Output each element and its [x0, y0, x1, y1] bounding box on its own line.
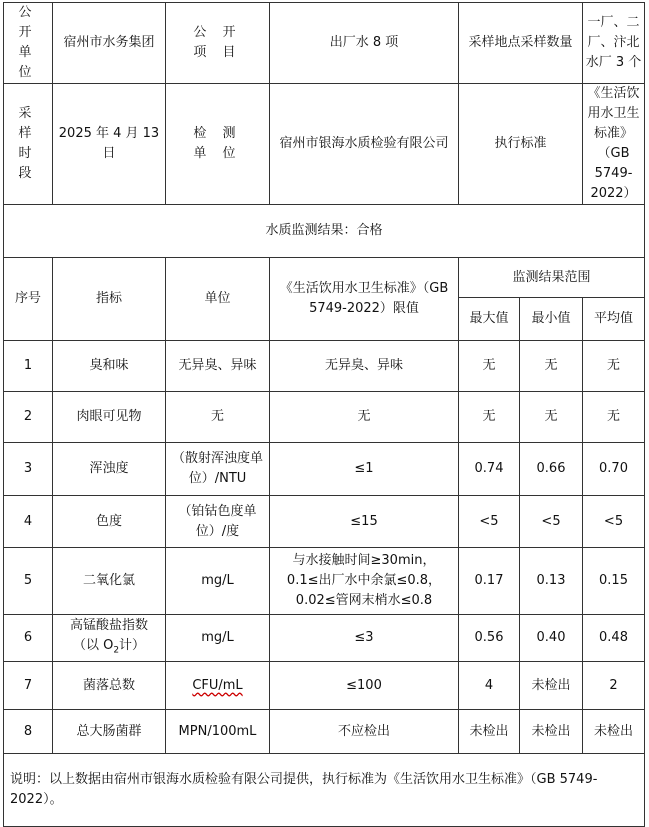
row-index: 2: [4, 392, 53, 443]
header-row-2: [4, 84, 645, 205]
label-disclosure-unit: 公 开 单 位: [4, 3, 53, 84]
row-indicator: 肉眼可见物: [53, 392, 166, 443]
table-row: [4, 341, 645, 392]
row-min: <5: [520, 496, 583, 548]
row-limit-line: 与水接触时间≥30min，: [292, 553, 436, 568]
row-limit: ≤100: [270, 662, 459, 710]
row-min: 未检出: [520, 662, 583, 710]
footnote-row: [4, 754, 645, 827]
row-limit: 无异臭、异味: [270, 341, 459, 392]
row-index: 3: [4, 443, 53, 496]
result-banner-row: [4, 205, 645, 258]
column-header-range: 监测结果范围: [459, 258, 645, 298]
row-avg: 0.15: [583, 548, 645, 615]
header-row-1: [4, 3, 645, 84]
column-header-index: 序号: [4, 258, 53, 341]
label-standard: 执行标准: [459, 84, 583, 205]
row-avg: 无: [583, 341, 645, 392]
row-index: 7: [4, 662, 53, 710]
table-row: [4, 662, 645, 710]
row-indicator: 浑浊度: [53, 443, 166, 496]
row-unit: 无异臭、异味: [166, 341, 270, 392]
row-index: 6: [4, 615, 53, 662]
row-min: 0.13: [520, 548, 583, 615]
column-header-unit: 单位: [166, 258, 270, 341]
row-avg: 0.48: [583, 615, 645, 662]
row-index: 8: [4, 710, 53, 754]
row-limit: 不应检出: [270, 710, 459, 754]
result-banner: 水质监测结果：合格: [4, 205, 645, 258]
row-limit: ≤1: [270, 443, 459, 496]
row-unit: （散射浑浊度单位）/NTU: [166, 443, 270, 496]
column-header-row-1: [4, 258, 645, 298]
sampling-points-value: 一厂、二厂、汴北水厂 3 个: [583, 3, 645, 84]
row-max: 0.74: [459, 443, 520, 496]
row-limit-line: 0.02≤管网末梢水≤0.8: [295, 593, 433, 608]
row-unit: MPN/100mL: [166, 710, 270, 754]
row-max: 4: [459, 662, 520, 710]
table-row: [4, 443, 645, 496]
row-max: 0.17: [459, 548, 520, 615]
row-indicator: 臭和味: [53, 341, 166, 392]
row-max: 未检出: [459, 710, 520, 754]
row-limit: [270, 548, 459, 615]
water-quality-report-table: [3, 2, 645, 827]
row-indicator: 菌落总数: [53, 662, 166, 710]
row-limit: 无: [270, 392, 459, 443]
column-header-avg: 平均值: [583, 298, 645, 341]
row-indicator-note: （以 $O_2$计）: [72, 637, 146, 656]
row-indicator: [53, 615, 166, 662]
table-row: [4, 710, 645, 754]
row-avg: 未检出: [583, 710, 645, 754]
column-header-max: 最大值: [459, 298, 520, 341]
row-unit: mg/L: [166, 548, 270, 615]
row-unit: CFU/mL: [166, 662, 270, 710]
column-header-min: 最小值: [520, 298, 583, 341]
row-limit-line: 0.1≤出厂水中余氯≤0.8，: [286, 573, 442, 588]
row-min: 无: [520, 341, 583, 392]
sampling-period-value: 2025 年 4 月 13 日: [53, 84, 166, 205]
table-row: [4, 392, 645, 443]
row-min: 0.66: [520, 443, 583, 496]
label-testing-lab: 检 测 单 位: [166, 84, 270, 205]
disclosure-unit-value: 宿州市水务集团: [53, 3, 166, 84]
label-disclosure-project: 公 开 项 目: [166, 3, 270, 84]
label-sampling-points: 采样地点采样数量: [459, 3, 583, 84]
row-avg: 2: [583, 662, 645, 710]
row-index: 1: [4, 341, 53, 392]
column-header-limit: 《生活饮用水卫生标准》（GB 5749-2022）限值: [270, 258, 459, 341]
row-avg: 0.70: [583, 443, 645, 496]
row-unit: （铂钴色度单位）/度: [166, 496, 270, 548]
row-indicator-name: 高锰酸盐指数: [69, 617, 148, 633]
row-indicator: 色度: [53, 496, 166, 548]
row-limit: ≤3: [270, 615, 459, 662]
row-max: <5: [459, 496, 520, 548]
row-min: 无: [520, 392, 583, 443]
row-min: 0.40: [520, 615, 583, 662]
row-indicator: 总大肠菌群: [53, 710, 166, 754]
row-avg: 无: [583, 392, 645, 443]
row-min: 未检出: [520, 710, 583, 754]
table-row: [4, 615, 645, 662]
row-avg: <5: [583, 496, 645, 548]
label-sampling-period: 采 样 时 段: [4, 84, 53, 205]
disclosure-project-value: 出厂水 8 项: [270, 3, 459, 84]
table-row: [4, 548, 645, 615]
footnote: 说明：以上数据由宿州市银海水质检验有限公司提供，执行标准为《生活饮用水卫生标准》（GB 5749-2022）。: [4, 754, 645, 827]
table-row: [4, 496, 645, 548]
row-index: 4: [4, 496, 53, 548]
row-max: 无: [459, 392, 520, 443]
standard-value: 《生活饮用水卫生标准》（GB 5749-2022）: [583, 84, 645, 205]
row-unit: 无: [166, 392, 270, 443]
row-max: 0.56: [459, 615, 520, 662]
row-indicator: 二氧化氯: [53, 548, 166, 615]
testing-lab-value: 宿州市银海水质检验有限公司: [270, 84, 459, 205]
row-index: 5: [4, 548, 53, 615]
column-header-indicator: 指标: [53, 258, 166, 341]
row-max: 无: [459, 341, 520, 392]
row-limit: ≤15: [270, 496, 459, 548]
row-unit: mg/L: [166, 615, 270, 662]
